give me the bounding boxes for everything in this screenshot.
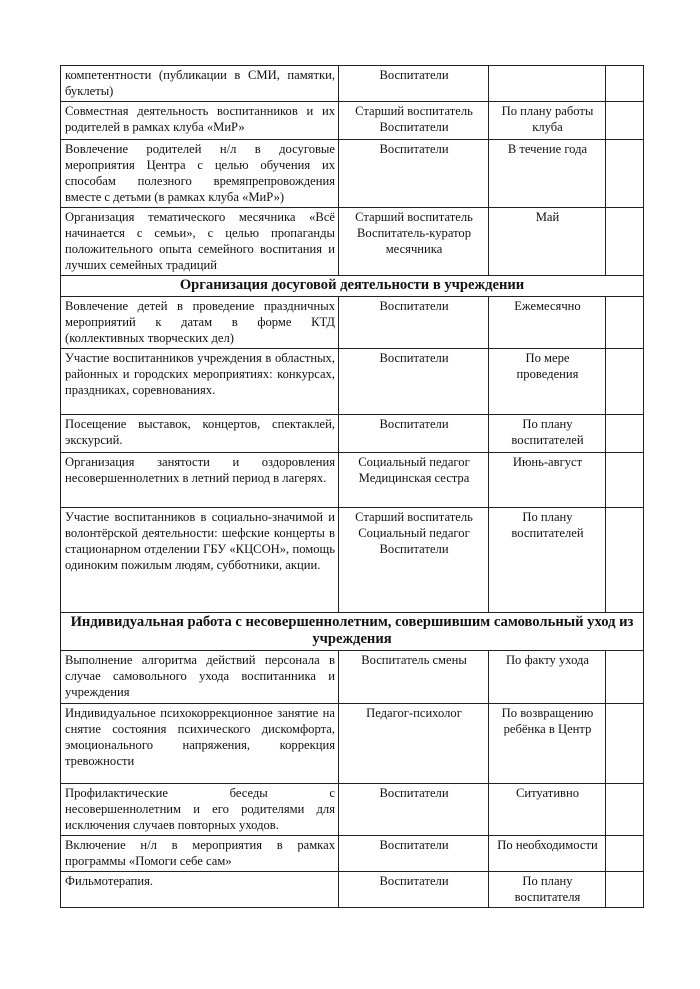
term-cell: По плану воспитателей bbox=[489, 508, 606, 613]
note-cell bbox=[606, 140, 644, 208]
activity-cell: Участие воспитанников в социально-значимой и волонтёрской деятельности: шефские концерты в стационарном отделении ГБУ «КЦСОН», помощь одиноким пожилым людям, субботники, акции. bbox=[61, 508, 339, 613]
table-row bbox=[61, 102, 644, 140]
table-row bbox=[61, 453, 644, 508]
activity-cell: Вовлечение родителей н/л в досуговые мероприятия Центра с целью обучения их способам полезного времяпрепровождения вместе с детьми (в рамках клуба «МиР») bbox=[61, 140, 339, 208]
activity-cell: компетентности (публикации в СМИ, памятки, буклеты) bbox=[61, 66, 339, 102]
plan-table bbox=[60, 65, 644, 908]
table-row bbox=[61, 208, 644, 276]
table-row bbox=[61, 651, 644, 704]
activity-cell: Организация занятости и оздоровления несовершеннолетних в летний период в лагерях. bbox=[61, 453, 339, 508]
activity-cell: Фильмотерапия. bbox=[61, 872, 339, 908]
table-row bbox=[61, 704, 644, 784]
note-cell bbox=[606, 651, 644, 704]
activity-cell: Вовлечение детей в проведение праздничных мероприятий к датам в форме КТД (коллективных творческих дел) bbox=[61, 297, 339, 349]
responsible-cell: Воспитатели bbox=[339, 836, 489, 872]
term-cell: По возвращению ребёнка в Центр bbox=[489, 704, 606, 784]
activity-cell: Участие воспитанников учреждения в областных, районных и городских мероприятиях: конкурсах, праздниках, соревнованиях. bbox=[61, 349, 339, 415]
table-row bbox=[61, 784, 644, 836]
activity-cell: Включение н/л в мероприятия в рамках программы «Помоги себе сам» bbox=[61, 836, 339, 872]
term-cell: Ситуативно bbox=[489, 784, 606, 836]
term-cell: По мере проведения bbox=[489, 349, 606, 415]
term-cell bbox=[489, 66, 606, 102]
note-cell bbox=[606, 208, 644, 276]
responsible-cell: Старший воспитатель Воспитатели bbox=[339, 102, 489, 140]
term-cell: Ежемесячно bbox=[489, 297, 606, 349]
activity-cell: Индивидуальное психокоррекционное занятие на снятие состояния психического дискомфорта, эмоционального напряжения, коррекция тревожности bbox=[61, 704, 339, 784]
responsible-cell: Воспитатель смены bbox=[339, 651, 489, 704]
term-cell: Май bbox=[489, 208, 606, 276]
note-cell bbox=[606, 297, 644, 349]
activity-cell: Профилактические беседы с несовершеннолетним и его родителями для исключения случаев повторных уходов. bbox=[61, 784, 339, 836]
note-cell bbox=[606, 704, 644, 784]
responsible-cell: Воспитатели bbox=[339, 872, 489, 908]
note-cell bbox=[606, 349, 644, 415]
responsible-cell: Воспитатели bbox=[339, 415, 489, 453]
term-cell: Июнь-август bbox=[489, 453, 606, 508]
term-cell: По факту ухода bbox=[489, 651, 606, 704]
section-title: Организация досуговой деятельности в учреждении bbox=[61, 276, 644, 297]
term-cell: По необходимости bbox=[489, 836, 606, 872]
table-row bbox=[61, 836, 644, 872]
note-cell bbox=[606, 415, 644, 453]
plan-table-body bbox=[61, 66, 644, 908]
note-cell bbox=[606, 836, 644, 872]
section-header-row bbox=[61, 276, 644, 297]
table-row bbox=[61, 415, 644, 453]
responsible-cell: Старший воспитатель Социальный педагог Воспитатели bbox=[339, 508, 489, 613]
activity-cell: Совместная деятельность воспитанников и их родителей в рамках клуба «МиР» bbox=[61, 102, 339, 140]
note-cell bbox=[606, 66, 644, 102]
term-cell: По плану работы клуба bbox=[489, 102, 606, 140]
table-row bbox=[61, 349, 644, 415]
section-title: Индивидуальная работа с несовершеннолетним, совершившим самовольный уход из учреждения bbox=[61, 613, 644, 651]
activity-cell: Организация тематического месячника «Всё начинается с семьи», с целью пропаганды положительного опыта семейного воспитания и лучших семейных традиций bbox=[61, 208, 339, 276]
responsible-cell: Воспитатели bbox=[339, 784, 489, 836]
responsible-cell: Воспитатели bbox=[339, 297, 489, 349]
responsible-cell: Социальный педагог Медицинская сестра bbox=[339, 453, 489, 508]
note-cell bbox=[606, 453, 644, 508]
responsible-cell: Старший воспитатель Воспитатель-куратор месячника bbox=[339, 208, 489, 276]
responsible-cell: Воспитатели bbox=[339, 140, 489, 208]
term-cell: В течение года bbox=[489, 140, 606, 208]
table-row bbox=[61, 66, 644, 102]
note-cell bbox=[606, 784, 644, 836]
term-cell: По плану воспитателя bbox=[489, 872, 606, 908]
note-cell bbox=[606, 872, 644, 908]
activity-cell: Выполнение алгоритма действий персонала в случае самовольного ухода воспитанника и учреждения bbox=[61, 651, 339, 704]
activity-cell: Посещение выставок, концертов, спектаклей, экскурсий. bbox=[61, 415, 339, 453]
table-row bbox=[61, 297, 644, 349]
table-row bbox=[61, 508, 644, 613]
note-cell bbox=[606, 508, 644, 613]
responsible-cell: Воспитатели bbox=[339, 66, 489, 102]
responsible-cell: Педагог-психолог bbox=[339, 704, 489, 784]
responsible-cell: Воспитатели bbox=[339, 349, 489, 415]
note-cell bbox=[606, 102, 644, 140]
section-header-row bbox=[61, 613, 644, 651]
table-row bbox=[61, 872, 644, 908]
table-row bbox=[61, 140, 644, 208]
term-cell: По плану воспитателей bbox=[489, 415, 606, 453]
